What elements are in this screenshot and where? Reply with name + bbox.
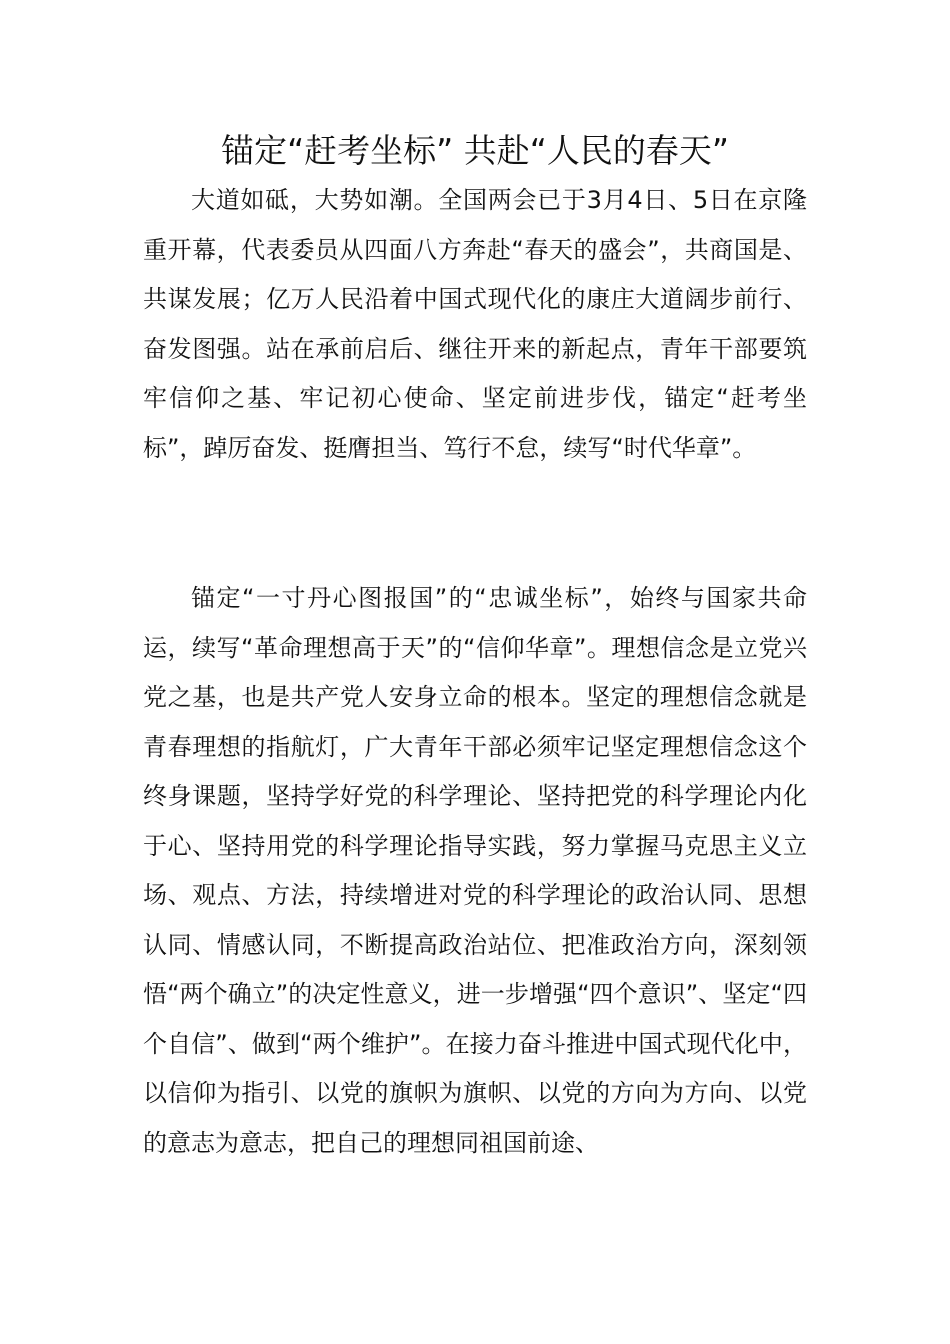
paragraph-1: 大道如砥，大势如潮。全国两会已于3月4日、5日在京隆重开幕，代表委员从四面八方奔赴“春天的盛会”，共商国是、共谋发展；亿万人民沿着中国式现代化的康庄大道阔步前行、奋发图强。站在承前启后、继往开来的新起点，青年干部要筑牢信仰之基、牢记初心使命、坚定前进步伐，锚定“赶考坐标”，踔厉奋发、挺膺担当、笃行不怠，续写“时代华章”。 [143, 186, 807, 462]
paragraph-2: 锚定“一寸丹心图报国”的“忠诚坐标”，始终与国家共命运，续写“革命理想高于天”的“信仰华章”。理想信念是立党兴党之基，也是共产党人安身立命的根本。坚定的理想信念就是青春理想的指航灯，广大青年干部必须牢记坚定理想信念这个终身课题，坚持学好党的科学理论、坚持把党的科学理论内化于心、坚持用党的科学理论指导实践，努力掌握马克思主义立场、观点、方法，持续增进对党的科学理论的政治认同、思想认同、情感认同，不断提高政治站位、把准政治方向，深刻领悟“两个确立”的决定性意义，进一步增强“四个意识”、坚定“四个自信”、做到“两个维护”。在接力奋斗推进中国式现代化中，以信仰为指引、以党的旗帜为旗帜、以党的方向为方向、以党的意志为意志，把自己的理想同祖国前途、 [143, 584, 807, 1157]
document-title: 锚定“赶考坐标” 共赴“人民的春天” [221, 131, 729, 170]
